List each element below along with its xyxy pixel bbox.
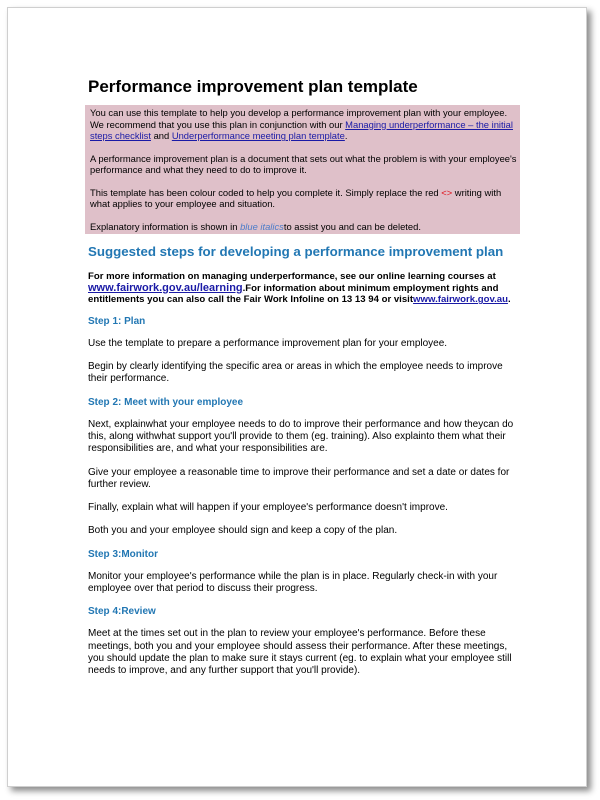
step-heading: Step 3:Monitor bbox=[88, 548, 158, 560]
document-content bbox=[88, 76, 522, 689]
info-text: .For information about minimum employment rights and entitlements you can also call the Fair Work Infoline on 13 13 94 or visit bbox=[88, 282, 499, 306]
step-paragraph: Meet at the times set out in the plan to review your employee's performance. Before these meetings, both you and your employee should assess their performance. After these meetings, you should update the plan to make sure it stays current (eg. to explain what your employee still needs to improve, and any further support that you'll provide). bbox=[88, 628, 512, 677]
step-3-section bbox=[88, 549, 522, 596]
section-heading: Suggested steps for developing a performance improvement plan bbox=[88, 244, 504, 259]
fairwork-website-link[interactable]: www.fairwork.gov.au bbox=[413, 294, 508, 306]
step-paragraph: Use the template to prepare a performance improvement plan for your employee. bbox=[88, 337, 448, 349]
intro-text: This template has been colour coded to help you complete it. Simply replace the red bbox=[90, 186, 442, 198]
info-text: . bbox=[507, 294, 511, 306]
intro-text: Explanatory information is shown in bbox=[90, 220, 241, 232]
intro-text: You can use this template to help you develop a performance improvement plan with your employee. We recommend that you use this plan in conjunction with our bbox=[90, 107, 508, 130]
step-paragraph: Both you and your employee should sign and keep a copy of the plan. bbox=[88, 525, 398, 537]
step-1-section bbox=[88, 316, 522, 386]
meeting-plan-template-link[interactable]: Underperformance meeting plan template bbox=[171, 130, 345, 141]
step-paragraph: Finally, explain what will happen if your employee's performance doesn't improve. bbox=[88, 502, 448, 514]
step-paragraph: Monitor your employee's performance while the plan is in place. Regularly check-in with your employee over that period to discuss their progress. bbox=[88, 570, 498, 595]
step-paragraph: Begin by clearly identifying the specific area or areas in which the employee needs to improve their performance. bbox=[88, 361, 503, 385]
info-text: For more information on managing underperformance, see our online learning courses at bbox=[88, 271, 496, 282]
red-marker-text: <> bbox=[441, 186, 453, 198]
intro-text-and: and bbox=[150, 130, 172, 141]
step-heading: Step 1: Plan bbox=[88, 315, 146, 327]
managing-underperformance-link[interactable]: Managing underperformance – the initial steps checklist bbox=[90, 118, 513, 141]
step-paragraph: Give your employee a reasonable time to improve their performance and set a date or dates for further review. bbox=[88, 466, 510, 490]
intro-text: writing with what applies to your employee and situation. bbox=[90, 186, 502, 209]
step-heading: Step 2: Meet with your employee bbox=[88, 396, 244, 408]
step-4-section bbox=[88, 606, 522, 677]
blue-italics-text: blue italics bbox=[240, 220, 284, 232]
intro-box bbox=[85, 105, 520, 234]
step-heading: Step 4:Review bbox=[88, 606, 156, 618]
info-paragraph bbox=[88, 271, 522, 306]
intro-paragraph-3 bbox=[90, 187, 518, 210]
step-2-section bbox=[88, 397, 522, 538]
intro-text-end: . bbox=[344, 130, 348, 141]
intro-paragraph-1 bbox=[90, 107, 518, 142]
fairwork-learning-link[interactable]: www.fairwork.gov.au/learning bbox=[88, 281, 243, 294]
step-paragraph: Next, explainwhat your employee needs to do to improve their performance and how theycan do this, along withwhat support you'll provide to them (eg. training). Also explainto them what their responsibilities are, and what your responsibilities are. bbox=[88, 418, 514, 455]
document-page bbox=[7, 7, 587, 787]
intro-text: to assist you and can be deleted. bbox=[283, 220, 421, 232]
intro-paragraph-2: A performance improvement plan is a document that sets out what the problem is with your employee's performance and what they need to do to improve it. bbox=[90, 152, 517, 175]
page-title: Performance improvement plan template bbox=[88, 77, 418, 96]
intro-paragraph-4 bbox=[90, 221, 518, 233]
